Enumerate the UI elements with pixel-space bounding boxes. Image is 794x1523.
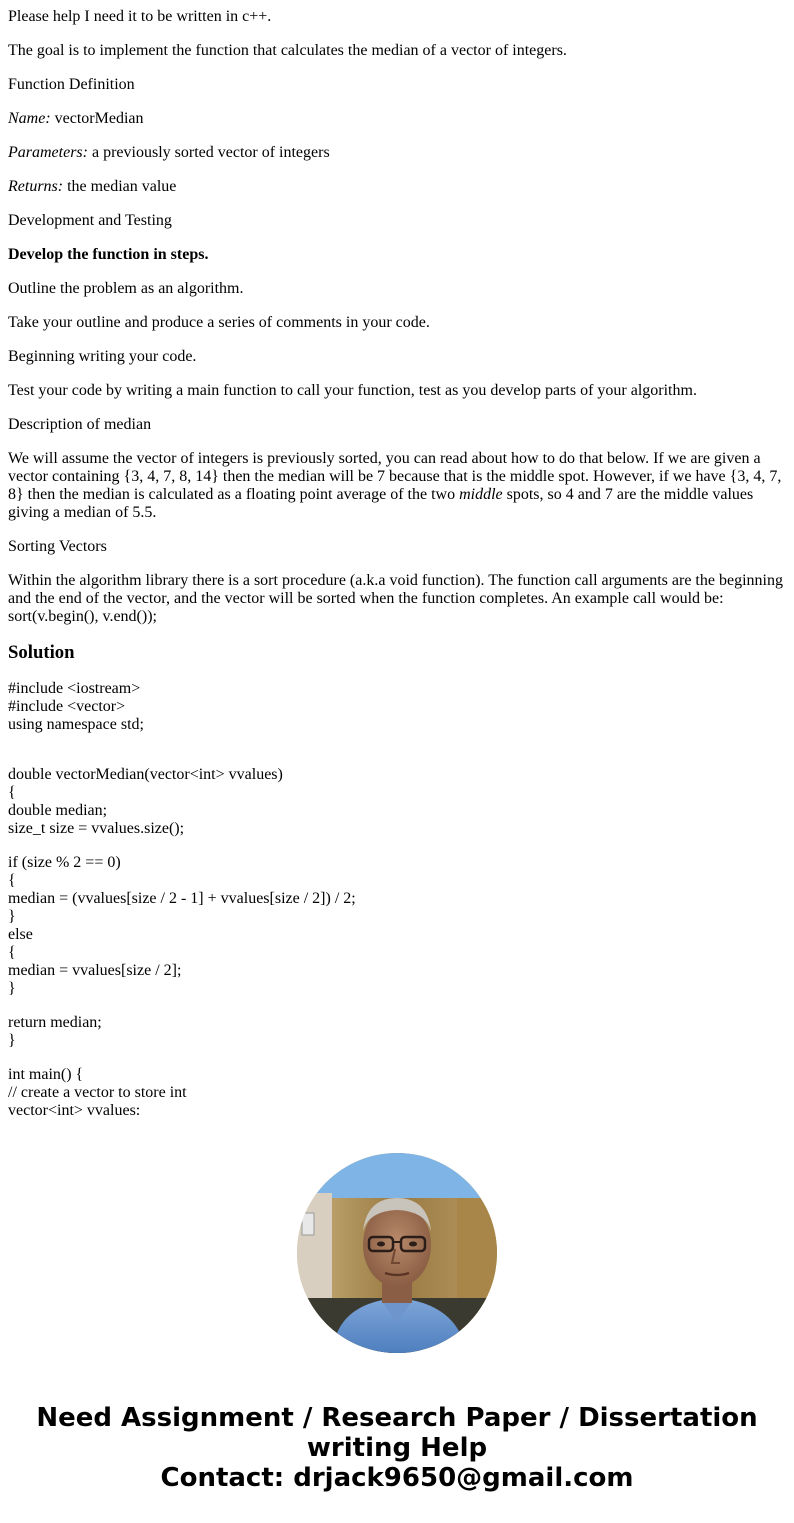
code-line: else [8,926,33,943]
code-main [8,1066,786,1120]
step-code: Beginning writing your code. [8,348,197,365]
intro-text: Please help I need it to be written in c++. [8,8,272,25]
parameters-label: Parameters: [8,144,88,161]
development-heading: Development and Testing [8,212,172,229]
median-text-italic: middle [459,486,503,503]
sorting-heading: Sorting Vectors [8,538,107,555]
code-line: vector<int> vvalues: [8,1102,141,1119]
code-line: { [8,872,16,889]
code-line: double vectorMedian(vector<int> vvalues) [8,766,283,783]
solution-heading: Solution [8,642,75,663]
parameters-line [8,144,786,162]
sorting-text: Within the algorithm library there is a sort procedure (a.k.a void function). The function call arguments are the beginning and the end of the vector, and the vector will be sorted when the function completes. An example call would be: sort(v.begin(), v.end()); [8,572,783,625]
document-content [8,8,786,1136]
step-outline: Outline the problem as an algorithm. [8,280,244,297]
returns-line [8,178,786,196]
code-line: using namespace std; [8,716,144,733]
portrait-photo [297,1153,497,1353]
code-line: // create a vector to store int [8,1084,187,1101]
function-definition-heading: Function Definition [8,76,135,93]
code-if-else [8,854,786,998]
code-line: } [8,908,16,925]
step-test: Test your code by writing a main function to call your function, test as you develop parts of your algorithm. [8,382,697,399]
code-line: { [8,944,16,961]
median-description [8,450,786,522]
code-line: } [8,1032,16,1049]
median-heading: Description of median [8,416,152,433]
code-line: #include <iostream> [8,680,141,697]
code-return [8,1014,786,1050]
code-line: } [8,980,16,997]
footer-line: writing Help [306,1433,488,1463]
returns-label: Returns: [8,178,64,195]
parameters-value: a previously sorted vector of integers [87,144,330,161]
name-line [8,110,786,128]
develop-steps-bold: Develop the function in steps. [8,246,209,263]
code-line: int main() { [8,1066,84,1083]
footer-contact-email: Contact: drjack9650@gmail.com [160,1463,634,1493]
median-text-after: spots, so 4 and 7 are the middle values giving a median of 5.5. [8,486,754,521]
code-line: { [8,784,16,801]
code-line: size_t size = vvalues.size(); [8,820,185,837]
footer-contact [0,1403,794,1493]
code-function-header [8,766,786,838]
code-includes [8,680,786,750]
median-text-before: We will assume the vector of integers is previously sorted, you can read about how to do that below. If we are given a vector containing {3, 4, 7, 8, 14} then the median will be 7 because that is the middle spot. However, if we have {3, 4, 7, 8} then the median is calculated as a floating point average of the two [8,450,782,503]
returns-value: the median value [63,178,177,195]
code-line: median = (vvalues[size / 2 - 1] + vvalues[size / 2]) / 2; [8,890,356,907]
code-line: double median; [8,802,108,819]
code-line: #include <vector> [8,698,126,715]
footer-line: Need Assignment / Research Paper / Dissertation [36,1403,758,1433]
name-value: vectorMedian [50,110,144,127]
code-line: if (size % 2 == 0) [8,854,121,871]
step-comments: Take your outline and produce a series of comments in your code. [8,314,430,331]
avatar [297,1153,497,1353]
code-line: median = vvalues[size / 2]; [8,962,182,979]
goal-text: The goal is to implement the function that calculates the median of a vector of integers. [8,42,567,59]
code-line: return median; [8,1014,102,1031]
name-label: Name: [8,110,51,127]
